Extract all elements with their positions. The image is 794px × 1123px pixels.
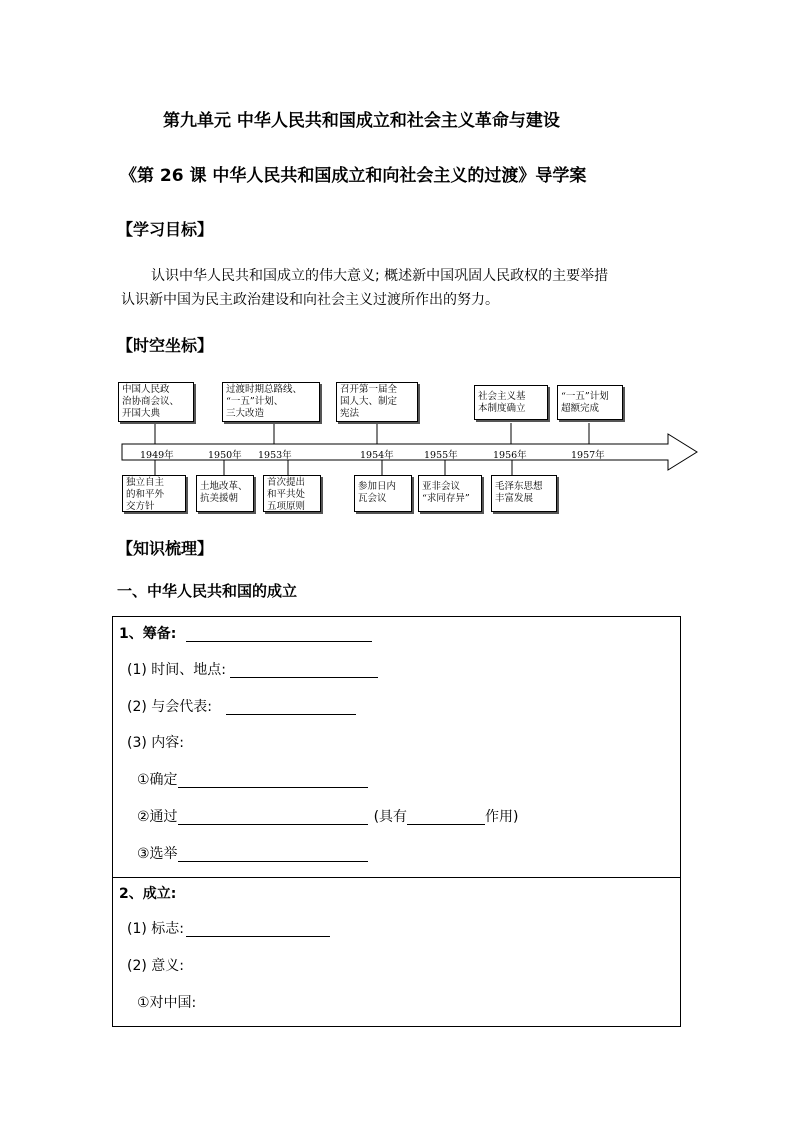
time-place-label: (1) 时间、地点: <box>127 662 226 678</box>
event-box-1953-transition <box>222 382 320 422</box>
event-text: “求同存异” <box>422 493 470 504</box>
sign-line <box>127 918 330 938</box>
event-text: 三大改造 <box>226 408 265 419</box>
event-text: 治协商会议、 <box>122 396 180 407</box>
event-text: “一五”计划、 <box>226 396 284 407</box>
section-1-title: 一、中华人民共和国的成立 <box>117 582 298 600</box>
confirm-line <box>137 769 368 789</box>
event-text: 瓦会议 <box>358 493 387 504</box>
pass-role-blank[interactable] <box>407 809 485 825</box>
table-row-founding <box>113 877 680 1027</box>
meaning-line <box>127 955 184 975</box>
event-text: “一五”计划 <box>561 391 609 402</box>
founding-label: 2、成立: <box>119 886 177 902</box>
confirm-label: ①确定 <box>137 772 178 788</box>
year-1956: 1956年 <box>493 450 527 461</box>
objectives-line-1: 认识中华人民共和国成立的伟大意义; 概述新中国巩固人民政权的主要举措 <box>151 268 609 284</box>
elect-line <box>137 843 368 863</box>
event-text: 亚非会议 <box>422 481 461 492</box>
time-place-line <box>127 659 378 679</box>
year-1954: 1954年 <box>360 450 394 461</box>
knowledge-heading: 【知识梳理】 <box>117 539 214 558</box>
sign-blank[interactable] <box>186 921 330 937</box>
pass-blank[interactable] <box>178 809 368 825</box>
content-label: (3) 内容: <box>127 735 184 751</box>
elect-label: ③选举 <box>137 846 178 862</box>
objectives-heading: 【学习目标】 <box>117 220 214 239</box>
event-text: 独立自主 <box>126 477 165 488</box>
event-text: 过渡时期总路线、 <box>226 384 303 395</box>
event-text: 开国大典 <box>122 408 161 419</box>
event-text: 国人大、制定 <box>340 396 398 407</box>
event-box-1956-socialism <box>474 385 548 420</box>
event-box-1950-land-reform <box>196 475 254 512</box>
event-text: 中国人民政 <box>122 384 170 395</box>
event-box-1954-geneva <box>354 475 412 512</box>
prep-blank[interactable] <box>186 626 372 642</box>
pass-line <box>137 806 519 826</box>
event-text: 和平共处 <box>267 489 306 500</box>
to-china-label: ①对中国: <box>137 995 197 1011</box>
event-box-1957-plan <box>557 385 623 420</box>
unit-title: 第九单元 中华人民共和国成立和社会主义革命与建设 <box>163 111 560 131</box>
timeline-diagram <box>116 378 700 516</box>
delegates-line <box>127 696 356 716</box>
prep-label: 1、筹备: <box>119 626 177 642</box>
content-line <box>127 732 184 752</box>
event-text: 宪法 <box>340 408 360 419</box>
delegates-blank[interactable] <box>226 699 356 715</box>
event-text: 的和平外 <box>126 489 165 500</box>
event-box-1949-cppcc <box>118 382 194 422</box>
event-text: 交方针 <box>126 501 155 512</box>
knowledge-table <box>112 616 681 1027</box>
lesson-title: 《第 26 课 中华人民共和国成立和向社会主义的过渡》导学案 <box>120 166 587 186</box>
year-1955: 1955年 <box>424 450 458 461</box>
event-text: 丰富发展 <box>495 493 534 504</box>
event-text: 超额完成 <box>561 403 600 414</box>
founding-line <box>119 883 176 903</box>
year-1949: 1949年 <box>140 450 174 461</box>
event-text: 参加日内 <box>358 481 397 492</box>
event-box-1955-bandung <box>418 475 482 512</box>
pass-label: ②通过 <box>137 809 178 825</box>
event-text: 社会主义基 <box>478 391 526 402</box>
event-text: 毛泽东思想 <box>495 481 543 492</box>
event-box-1949-diplomacy <box>122 475 186 512</box>
event-box-1953-five-principles <box>263 475 321 512</box>
timeline-heading: 【时空坐标】 <box>117 336 214 355</box>
pass-paren-close: 作用) <box>485 809 519 825</box>
year-1950: 1950年 <box>208 450 242 461</box>
event-text: 抗美援朝 <box>200 493 239 504</box>
event-text: 召开第一届全 <box>340 384 398 395</box>
event-text: 本制度确立 <box>478 403 526 414</box>
meaning-label: (2) 意义: <box>127 958 184 974</box>
to-china-line <box>137 992 196 1012</box>
time-place-blank[interactable] <box>230 662 378 678</box>
objectives-line-2: 认识新中国为民主政治建设和向社会主义过渡所作出的努力。 <box>121 292 499 308</box>
confirm-blank[interactable] <box>178 772 368 788</box>
prep-line <box>119 623 372 643</box>
elect-blank[interactable] <box>178 846 368 862</box>
event-box-1956-mao-thought <box>491 475 557 512</box>
delegates-label: (2) 与会代表: <box>127 699 212 715</box>
year-1957: 1957年 <box>571 450 605 461</box>
pass-paren-open: (具有 <box>373 809 408 825</box>
sign-label: (1) 标志: <box>127 921 184 937</box>
event-box-1954-npc <box>336 382 418 422</box>
year-1953: 1953年 <box>258 450 292 461</box>
event-text: 首次提出 <box>267 477 306 488</box>
event-text: 土地改革、 <box>200 481 248 492</box>
event-text: 五项原则 <box>267 501 306 512</box>
table-row-prep <box>113 617 680 877</box>
